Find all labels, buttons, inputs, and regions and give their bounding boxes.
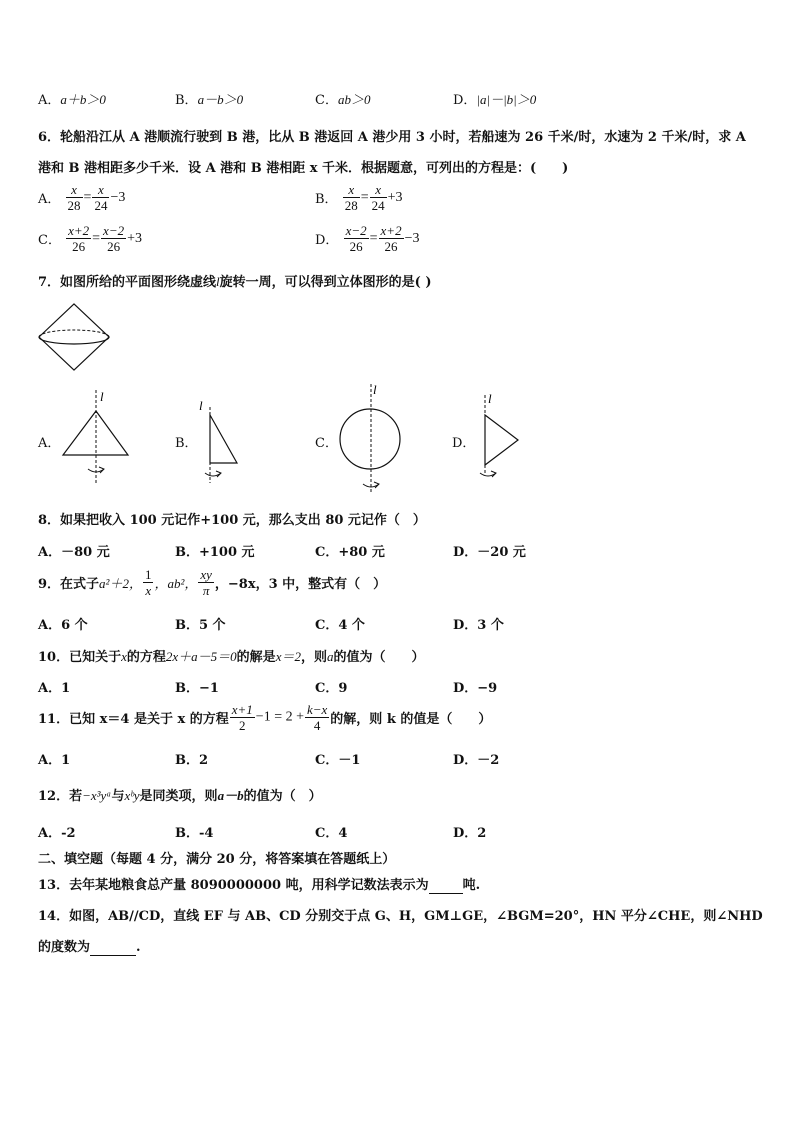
q12-option-b: B．-4 — [175, 826, 214, 841]
q11-frac-2: $\frac{k-x}{4}$ — [306, 702, 328, 733]
q5-option-a: A．a＋b＞0 — [38, 92, 106, 108]
q10-option-a: A．1 — [38, 681, 71, 696]
q6-option-d: D． $\frac{x-2}{26}$ = $\frac{x+2}{26}$ −3 — [315, 223, 420, 254]
q7-option-b-label: B． — [175, 436, 198, 451]
q5-option-b: B．a－b＞0 — [175, 92, 244, 108]
q5-option-d: D．|a|－|b|＞0 — [453, 92, 537, 108]
q7-c-axis-label: l — [373, 382, 377, 397]
q10-options — [38, 677, 758, 695]
q6-c-frac2: $\frac{x-2}{26}$ — [103, 223, 125, 254]
q10-option-c: C．9 — [315, 681, 348, 696]
q5-options — [38, 89, 758, 107]
q7-option-a-figure — [58, 385, 138, 487]
q9-frac-1-over-x: $\frac{1}{x}$ — [144, 567, 152, 598]
q14-stem-line2: 的度数为 . — [38, 940, 141, 955]
q12-option-a: A．-2 — [38, 826, 76, 841]
q11-frac-1: $\frac{x+1}{2}$ — [231, 702, 253, 733]
q7-d-axis-label: l — [488, 391, 492, 406]
q7-a-axis-label: l — [100, 389, 104, 404]
q12-option-c: C．4 — [315, 826, 348, 841]
q8-stem: 8．如果把收入 100 元记作+100 元，那么支出 80 元记作（ ） — [38, 513, 426, 528]
q8-option-c: C．+80 元 — [315, 545, 385, 560]
q6-b-frac2: $\frac{x}{24}$ — [371, 182, 385, 213]
q6-a-frac2: $\frac{x}{24}$ — [94, 182, 108, 213]
q10-option-b: B．−1 — [175, 681, 219, 696]
q12-option-d: D．2 — [453, 826, 487, 841]
q7-b-axis-label: l — [199, 398, 203, 413]
q7-option-d-figure — [475, 385, 535, 485]
q10-stem: 10．已知关于x的方程2x＋a－5＝0的解是x＝2，则a的值为（ ） — [38, 649, 425, 665]
q8-option-a: A．－80 元 — [38, 545, 110, 560]
q8-option-b: B．+100 元 — [175, 545, 255, 560]
q5-option-c: C．ab＞0 — [315, 92, 371, 108]
q7-option-c-figure — [335, 380, 405, 496]
q11-options — [38, 749, 758, 767]
q7-double-cone-figure — [34, 300, 114, 375]
q12-stem: 12．若−x³yᵃ与xᵇy是同类项，则a－b的值为（ ） — [38, 788, 322, 804]
q6-option-b: B． $\frac{x}{28}$ = $\frac{x}{24}$ +3 — [315, 182, 403, 213]
q11-option-c: C．－1 — [315, 753, 361, 768]
q9-frac-xy-over-pi: $\frac{xy}{\pi}$ — [200, 567, 212, 598]
q6-c-frac1: $\frac{x+2}{26}$ — [68, 223, 90, 254]
q6-b-frac1: $\frac{x}{28}$ — [344, 182, 358, 213]
q6-d-frac1: $\frac{x-2}{26}$ — [345, 223, 367, 254]
q12-options — [38, 822, 758, 840]
q14-answer-blank[interactable] — [90, 940, 136, 956]
q11-stem: 11．已知 x＝4 是关于 x 的方程 $\frac{x+1}{2}$ −1 = 2 + $\frac{k-x}{4}$ 的解，则 k 的值是（ ） — [38, 702, 492, 733]
q9-option-d: D．3 个 — [453, 618, 504, 633]
q9-stem: 9．在式子a²＋2， $\frac{1}{x}$ ，ab²， $\frac{xy}{\pi}$ ，−8x，3 中，整式有（ ） — [38, 567, 387, 598]
q8-option-d: D．－20 元 — [453, 545, 526, 560]
q6-a-frac1: $\frac{x}{28}$ — [67, 182, 81, 213]
q11-option-b: B．2 — [175, 753, 209, 768]
q8-options — [38, 541, 758, 559]
q11-option-a: A．1 — [38, 753, 71, 768]
q9-option-c: C．4 个 — [315, 618, 365, 633]
q7-option-b-figure — [195, 395, 255, 487]
q11-option-d: D．－2 — [453, 753, 500, 768]
q14-stem-line1: 14．如图，AB//CD，直线 EF 与 AB、CD 分别交于点 G、H，GM⊥GE，∠BGM=20°，HN 平分∠CHE，则∠NHD — [38, 909, 763, 924]
q9-option-a: A．6 个 — [38, 618, 88, 633]
q7-option-a-label: A． — [38, 436, 61, 451]
q13-answer-blank[interactable] — [429, 878, 463, 894]
q6-d-frac2: $\frac{x+2}{26}$ — [380, 223, 402, 254]
q9-option-b: B．5 个 — [175, 618, 226, 633]
q9-options — [38, 614, 758, 632]
q6-option-a: A． $\frac{x}{28}$ = $\frac{x}{24}$ −3 — [38, 182, 126, 213]
q6-stem-line1: 6．轮船沿江从 A 港顺流行驶到 B 港，比从 B 港返回 A 港少用 3 小时，若船速为 26 千米/时，水速为 2 千米/时，求 A — [38, 130, 746, 145]
q13-stem: 13．去年某地粮食总产量 8090000000 吨，用科学记数法表示为 吨. — [38, 878, 481, 893]
q7-stem: 7．如图所给的平面图形绕虚线l旋转一周，可以得到立体图形的是( ) — [38, 274, 432, 290]
q7-option-c-label: C． — [315, 436, 338, 451]
q10-option-d: D．−9 — [453, 681, 498, 696]
q6-stem-line2: 港和 B 港相距多少千米．设 A 港和 B 港相距 x 千米．根据题意，可列出的方程是：( ) — [38, 161, 569, 176]
q7-option-d-label: D． — [452, 436, 476, 451]
q6-option-c: C． $\frac{x+2}{26}$ = $\frac{x-2}{26}$ +3 — [38, 223, 142, 254]
section2-heading: 二、填空题（每题 4 分，满分 20 分，将答案填在答题纸上） — [38, 852, 396, 867]
